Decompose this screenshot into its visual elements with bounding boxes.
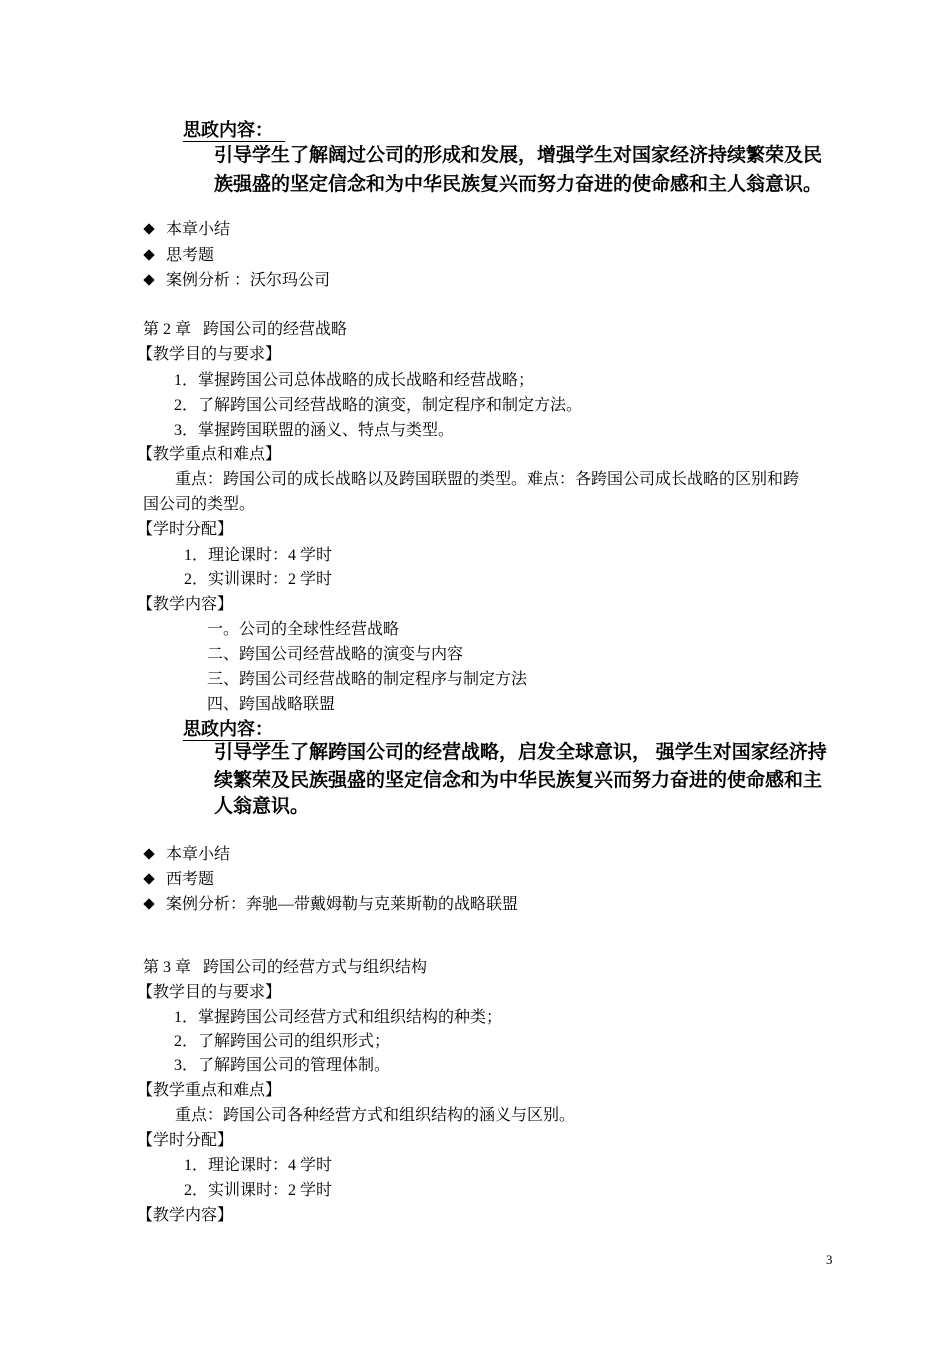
content-heading: 【教学内容】 bbox=[137, 596, 234, 613]
keypoints-heading: 【教学重点和难点】 bbox=[137, 1082, 282, 1099]
objective-item: 2．了解跨国公司的组织形式； bbox=[174, 1033, 391, 1050]
keypoints-heading: 【教学重点和难点】 bbox=[137, 446, 282, 463]
bullet-item bbox=[143, 220, 563, 240]
bullet-item bbox=[143, 870, 563, 890]
hours-heading: 【学时分配】 bbox=[137, 521, 234, 538]
ideology-line: 人翁意识。 bbox=[214, 796, 310, 817]
bullet-item bbox=[143, 845, 563, 865]
content-item: 二、跨国公司经营战略的演变与内容 bbox=[207, 646, 464, 663]
hours-item: 2．实训课时：2 学时 bbox=[184, 1182, 333, 1199]
page-number: 3 bbox=[826, 1252, 833, 1267]
objective-item: 3．掌握跨国联盟的涵义、特点与类型。 bbox=[174, 422, 455, 439]
bullet-text: 本章小结 bbox=[166, 846, 231, 863]
content-item: 四、跨国战略联盟 bbox=[207, 696, 336, 713]
keypoints-line: 重点：跨国公司各种经营方式和组织结构的涵义与区别。 bbox=[175, 1107, 576, 1124]
hours-heading: 【学时分配】 bbox=[137, 1132, 234, 1149]
hours-item: 2．实训课时：2 学时 bbox=[184, 571, 333, 588]
keypoints-line: 国公司的类型。 bbox=[143, 496, 256, 513]
diamond-bullet-icon bbox=[143, 274, 154, 285]
ideology-heading: 思政内容： bbox=[183, 718, 285, 741]
chapter-title: 第 3 章 跨国公司的经营方式与组织结构 bbox=[143, 959, 428, 976]
ideology-heading: 思政内容： bbox=[183, 119, 285, 142]
content-heading: 【教学内容】 bbox=[137, 1207, 234, 1224]
chapter-title: 第 2 章 跨国公司的经营战略 bbox=[143, 321, 348, 338]
keypoints-line: 重点：跨国公司的成长战略以及跨国联盟的类型。难点：各跨国公司成长战略的区别和跨 bbox=[175, 471, 800, 488]
ideology-line: 族强盛的坚定信念和为中华民族复兴而努力奋进的使命感和主人翁意识。 bbox=[214, 174, 823, 195]
objectives-heading: 【教学目的与要求】 bbox=[137, 984, 282, 1001]
objective-item: 2．了解跨国公司经营战略的演变，制定程序和制定方法。 bbox=[174, 397, 583, 414]
objective-item: 3．了解跨国公司的管理体制。 bbox=[174, 1057, 391, 1074]
bullet-text: 西考题 bbox=[166, 871, 215, 888]
objective-item: 1．掌握跨国公司总体战略的成长战略和经营战略； bbox=[174, 372, 535, 389]
bullet-text: 案例分析：奔驰—带戴姆勒与克莱斯勒的战略联盟 bbox=[166, 896, 519, 913]
objectives-heading: 【教学目的与要求】 bbox=[137, 346, 282, 363]
bullet-text: 案例分析 ：沃尔玛公司 bbox=[166, 272, 331, 289]
bullet-item bbox=[143, 895, 563, 915]
diamond-bullet-icon bbox=[143, 249, 154, 260]
content-item: 三、跨国公司经营战略的制定程序与制定方法 bbox=[207, 671, 528, 688]
diamond-bullet-icon bbox=[143, 898, 154, 909]
diamond-bullet-icon bbox=[143, 223, 154, 234]
hours-item: 1．理论课时：4 学时 bbox=[184, 1157, 333, 1174]
hours-item: 1．理论课时：4 学时 bbox=[184, 547, 333, 564]
objective-item: 1．掌握跨国公司经营方式和组织结构的种类； bbox=[174, 1009, 503, 1026]
diamond-bullet-icon bbox=[143, 848, 154, 859]
bullet-text: 思考题 bbox=[166, 247, 215, 264]
content-item: 一。公司的全球性经营战略 bbox=[207, 621, 400, 638]
ideology-line: 引导学生了解跨国公司的经营战略，启发全球意识， 强学生对国家经济持 bbox=[214, 742, 827, 763]
diamond-bullet-icon bbox=[143, 873, 154, 884]
ideology-line: 引导学生了解阔过公司的形成和发展，增强学生对国家经济持续繁荣及民 bbox=[214, 145, 823, 166]
bullet-item bbox=[143, 271, 563, 291]
ideology-line: 续繁荣及民族强盛的坚定信念和为中华民族复兴而努力奋进的使命感和主 bbox=[214, 770, 823, 791]
bullet-text: 本章小结 bbox=[166, 221, 231, 238]
bullet-item bbox=[143, 246, 563, 266]
